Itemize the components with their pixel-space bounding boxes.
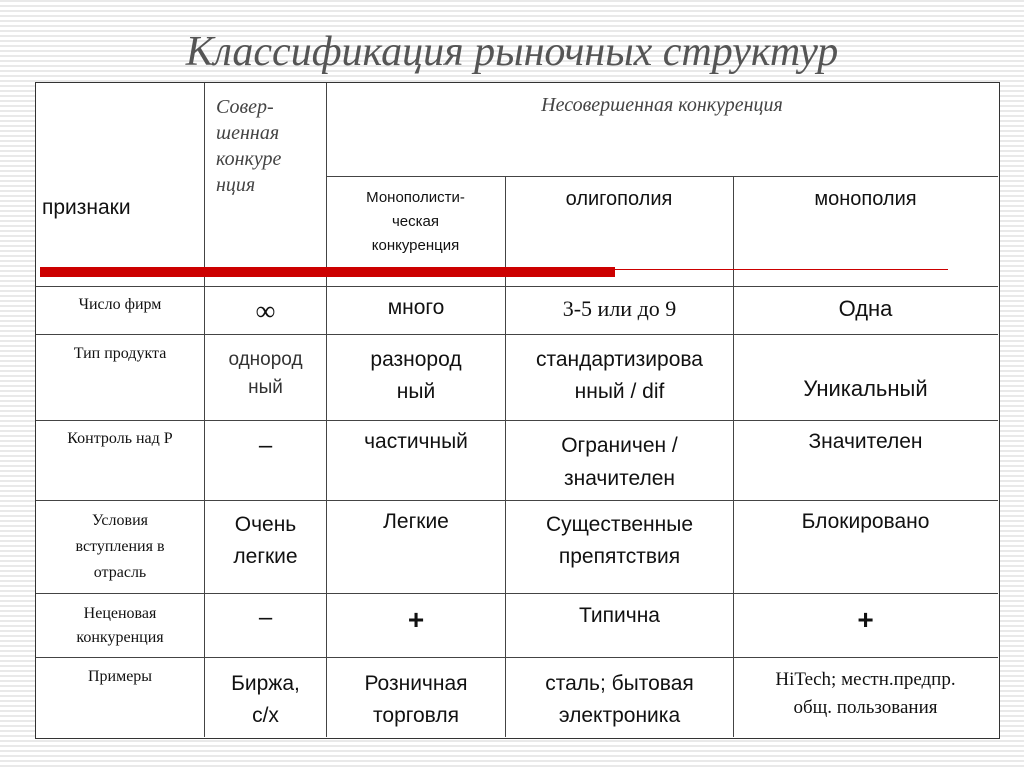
grid-line: [36, 286, 998, 287]
row-label: Число фирм: [78, 296, 162, 313]
page-title: Классификация рыночных структур: [185, 29, 839, 75]
table-cell: –: [258, 432, 273, 459]
header-imperfect-competition: Несовершенная конкуренция: [541, 94, 783, 116]
table-cell: Ограничен / значителен: [561, 434, 678, 490]
table-cell: Уникальный: [803, 376, 928, 401]
grid-line: [204, 83, 205, 737]
grid-line: [326, 176, 998, 177]
grid-line: [36, 657, 998, 658]
table-cell: Типична: [579, 604, 660, 627]
table-cell: Значителен: [808, 430, 923, 453]
table-cell: Биржа, с/х: [231, 672, 300, 727]
table-cell: частичный: [364, 430, 468, 453]
row-label: Неценовая конкуренция: [76, 605, 164, 646]
grid-line: [36, 593, 998, 594]
row-label: Примеры: [87, 668, 153, 685]
grid-line: [326, 83, 327, 737]
red-accent-bar: [40, 267, 615, 277]
grid-line: [36, 420, 998, 421]
row-label: Контроль над Р: [67, 430, 173, 447]
table-cell: стандартизирова нный / dif: [536, 348, 703, 403]
header-oligopoly: олигополия: [565, 188, 673, 210]
grid-line: [36, 500, 998, 501]
table-cell: сталь; бытовая электроника: [545, 672, 694, 727]
table-cell: ∞: [255, 296, 276, 327]
table-cell: Легкие: [383, 510, 449, 533]
header-monopolistic-competition: Монополисти- ческая конкуренция: [366, 189, 465, 254]
table-cell: 3-5 или до 9: [562, 296, 677, 321]
table-cell: Розничная торговля: [364, 672, 468, 727]
grid-line: [733, 176, 734, 737]
table-cell: разнород ный: [370, 348, 462, 403]
table-cell: Существенные препятствия: [545, 513, 694, 568]
red-accent-line: [615, 269, 948, 270]
table-cell: Очень легкие: [233, 513, 298, 568]
grid-line: [36, 334, 998, 335]
table-cell: однород ный: [228, 349, 303, 398]
header-perfect-competition: Совер- шенная конкуре нция: [216, 96, 282, 196]
table-cell: Одна: [838, 296, 893, 321]
table-cell: +: [407, 604, 425, 635]
header-monopoly: монополия: [814, 188, 917, 210]
table-cell: –: [258, 604, 273, 631]
row-label: Тип продукта: [73, 345, 167, 362]
table-cell: много: [387, 296, 445, 319]
table-cell: HiTech; местн.предпр. общ. пользования: [775, 669, 956, 718]
row-label: Условия вступления в отрасль: [75, 512, 165, 581]
table-cell: +: [857, 604, 874, 635]
table-cell: Блокировано: [801, 510, 930, 533]
header-signs: признаки: [42, 196, 131, 219]
